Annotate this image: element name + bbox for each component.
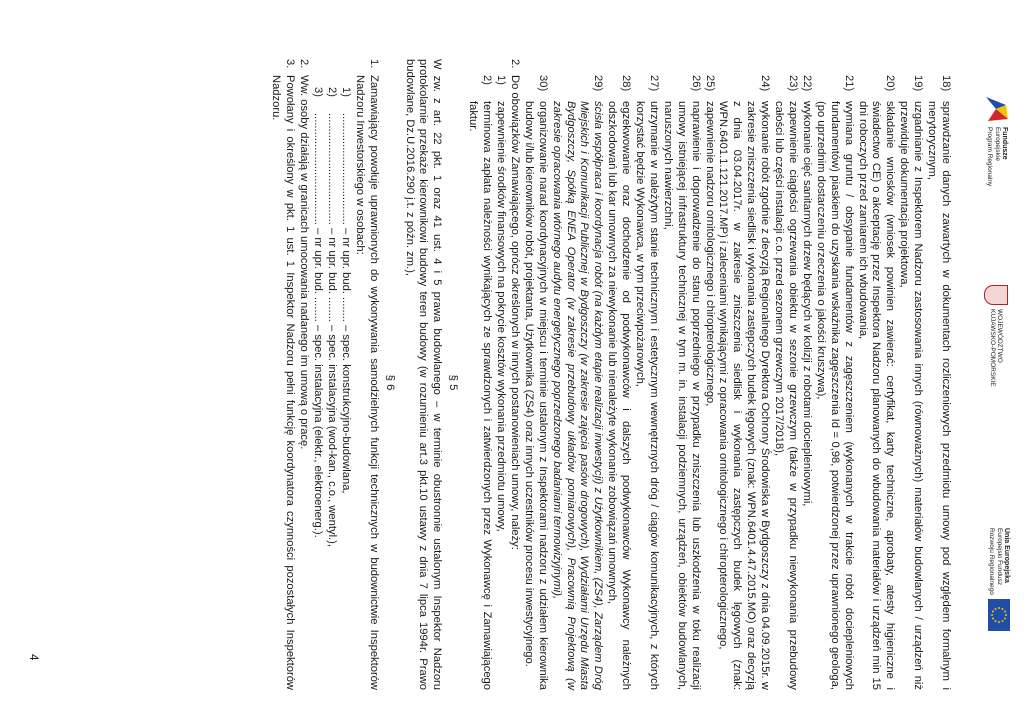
list-item: 3) .................................... – nr upr. bud. ........ – spec. instalacyjna (elektr., elektroenerg.).	[312, 87, 325, 538]
list-item: 18) sprawdzanie danych zawartych w dokumentach rozliczeniowych przedmiotu umowy pod względem formalnym i merytorycznym,	[926, 75, 952, 690]
document-body	[269, 59, 953, 690]
page-number: 4	[27, 654, 39, 661]
paragraph-3: 3. Powołany i określony w pkt. 1 ust. 1 Inspektor Nadzoru pełni funkcję koordynatora czynności pozostałych Inspektorów Nadzoru.	[270, 59, 297, 690]
list-item: 1) .................................... – nr upr. bud. ........ – spec. konstrukcyjno-budowlana,	[339, 87, 352, 494]
wk-title: WOJEWÓDZTWO	[996, 309, 1004, 363]
ue-title: Unia Europejska	[1003, 528, 1010, 583]
list-item: 1) zapewnienie środków finansowych na pokrycie kosztów wykonania przedmiotu umowy,	[495, 75, 507, 532]
list-item: 26) naprawienie i doprowadzenie do stanu poprzedniego w przypadku zniszczenia lub uszkodzenia w toku realizacji umowy istniejącej infrastruktury technicznej w tym m. in. instalacji podziemnych, urządzeń, obiektów budowlanych, naruszonych nawierzchni,	[661, 75, 702, 690]
fe-sub2: Program Regionalny	[986, 127, 994, 187]
list-item: 23) zapewnienie ciągłości ogrzewania obiektu w sezonie grzewczym (także w przypadku niewykonania przebudowy całości lub części instalacji c.o. przed sezonem grzewczym 2017/2018),	[773, 75, 800, 690]
fe-title: Fundusze	[1001, 127, 1008, 160]
ue-sub2: Rozwoju Regionalnego	[988, 528, 996, 595]
list-item: 22) wykonanie cięć sanitarnych drzew będących w kolizji z robotami dociepleniowymi,	[800, 75, 813, 507]
list-item: 29) ścisła współpraca i koordynacja robót (na każdym etapie realizacji inwestycji) z Użytkownikiem, (ZS4), Zarządem Dróg Miejskich i Komunikacji Publicznej w Bydgoszczy (w zakresie zajęcia pasów drogowych), Wydziałami Urzędu Miasta Bydgoszczy, Spółką ENEA Operator (w zakresie przebudowy układów pomiarowych), Pracownią Projektową (w zakresie opracowania wtórnego audytu energetycznego poprzedzonego badaniami termowizyjnymi),	[550, 75, 605, 690]
paragraph-1: 1. Zamawiający powołuje uprawnionych do wykonywania samodzielnych funkcji technicznych w budownictwie Inspektorów Nadzoru Inwestorskiego w osobach:	[353, 59, 380, 690]
fe-sub1: Europejskie	[994, 127, 1001, 161]
list-item: 30) organizowanie narad koordynacyjnych w miejscu i terminie ustalonym z Inspektorami nadzoru z udziałem kierownika budowy i/lub kierowników robót, projektanta, Użytkownika (ZS4) oraz innych uczestników procesu inwestycyjnego.	[522, 75, 549, 690]
section-heading: § 5	[447, 374, 460, 391]
list-item: 27) utrzymanie w należytym stanie technicznym i estetycznym wewnętrznych dróg / ciągów komunikacyjnych, z których korzystać będzie Wykonawca, w tym przeciwpożarowych,	[634, 75, 660, 690]
list-item: 20) składanie wniosków (wniosek powinien zawierać: certyfikat, karty techniczne, aprobaty, atesty higieniczne i świadectwo CE) o akceptację przez Inspektora Nadzoru planowanych do wbudowania materiałów i urządzeń min 15 dni roboczych przed zamiarem ich wbudowania,	[856, 75, 897, 690]
paragraph-2: 2. Do obowiązków Zamawiającego, oprócz określonych w innych postanowieniach umowy, należy:	[508, 59, 521, 550]
logo-bar	[960, 0, 1010, 724]
wojewodztwo-logo	[984, 285, 1008, 387]
coat-of-arms-icon	[984, 285, 1008, 305]
section-heading: § 6	[383, 374, 396, 391]
list-item: 24) wykonanie robót zgodnie z decyzją Regionalnego Dyrektora Ochrony Środowiska w Bydgoszczy z dnia 04.09.2015r. w zakresie zniszczenia siedlisk i wykonania zastępczych budek lęgowych (znak: WPN.6401.4.47.2015.MO) oraz decyzją z dnia 03.04.2017r. w zakresie zniszczenia siedlisk i wykonania zastępczych budek lęgowych (znak: WPN.6401.1.121.2017.MP) i zaleceniami wynikającymi z opracowania ornitologicznego i chiropterologicznego,	[717, 75, 772, 690]
section-5-text: W zw. z art. 22 pkt. 1 oraz 41 ust. 4 i 5 prawa budowlanego – w terminie obustronnie ustalonym Inspektor Nadzoru protokolarnie przekaże kierownikowi budowy teren budowy (w rozumieniu art.3 pkt.10 ustawy z dnia 7 lipca 1994r. Prawo budowlane, Dz.U.2016.290 j.t. z późn. zm.),	[403, 59, 444, 690]
paragraph-2: 2. Ww. osoby działają w granicach umocowania nadanego im umową o pracę.	[298, 59, 311, 450]
list-item: 28) egzekwowanie oraz dochodzenie od podwykonawców i dalszych podwykonawców Wykonawcy należnych odszkodowań lub kar umownych za niewykonanie lub nienależyte wykonanie zobowiązań umownych,	[606, 75, 633, 690]
fundusze-europejskie-icon	[984, 95, 1010, 123]
ue-sub1: Europejski Fundusz	[996, 528, 1003, 586]
wk-sub: KUJAWSKO-POMORSKIE	[989, 309, 996, 387]
eu-flag-icon	[988, 599, 1010, 631]
list-item: 2) terminowa zapłata należności wynikających ze sprawdzonych i zatwierdzonych przez Wykonawcę i Zamawiającego faktur.	[467, 75, 494, 690]
list-item: 21) wymiana gruntu / obsypanie fundamentów z zagęszczeniem (wykonanych w trakcie robót dociepleniowych fundamentów) piaskiem do uzyskania wskaźnika zagęszczenia Id = 0,98, potwierdzonej przez uprawnionego geologa, (po uprzednim dostarczeniu orzeczenia o jakości kruszywa),	[814, 75, 855, 690]
unia-europejska-logo	[988, 528, 1010, 631]
list-item: 2) .................................... – nr upr. bud. ........ – spec. instalacyjna (wod-kan., c.o., wentyl.),	[326, 87, 339, 547]
fundusze-europejskie-logo	[984, 95, 1010, 186]
list-item: 19) uzgadnianie z Inspektorem Nadzoru zastosowania innych (równoważnych) materiałów budowlanych / urządzeń niż przewiduje dokumentacja projektowa,	[898, 75, 925, 690]
list-item: 25) zapewnienie nadzoru ornitologicznego i chiropterologicznego,	[703, 75, 716, 407]
